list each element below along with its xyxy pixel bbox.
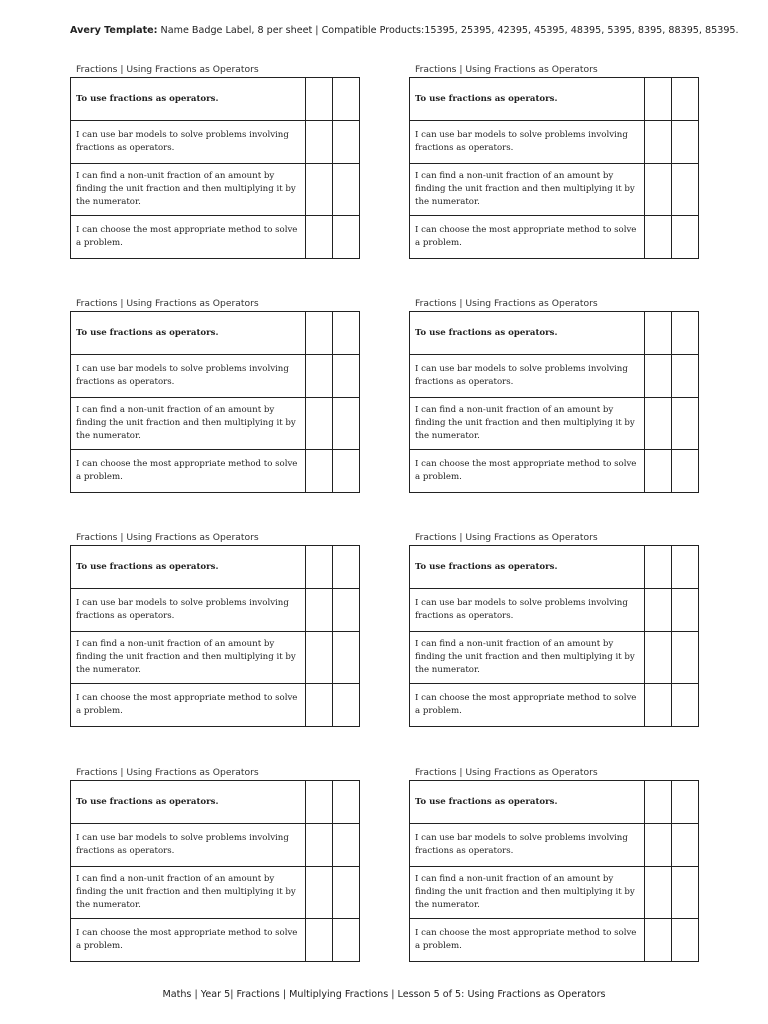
success-criteria-row [410, 589, 699, 632]
objectives-table [409, 311, 699, 493]
name-badge-label [70, 64, 360, 264]
tick-box[interactable] [306, 589, 333, 632]
tick-box[interactable] [333, 867, 360, 919]
label-title: Fractions | Using Fractions as Operators [415, 532, 598, 543]
tick-box[interactable] [306, 824, 333, 867]
tick-box[interactable] [306, 164, 333, 216]
tick-box[interactable] [645, 824, 672, 867]
success-criteria-row [410, 867, 699, 919]
label-title: Fractions | Using Fractions as Operators [415, 64, 598, 75]
tick-box[interactable] [672, 450, 699, 493]
criteria-text: I can choose the most appropriate method to solve a problem. [71, 216, 306, 259]
success-criteria-row [71, 632, 360, 684]
tick-box[interactable] [333, 312, 360, 355]
tick-box[interactable] [333, 684, 360, 727]
header-details: Name Badge Label, 8 per sheet | Compatible Products:15395, 25395, 42395, 45395, 48395, 5395, 8395, 88395, 85395. [157, 25, 739, 36]
label-title: Fractions | Using Fractions as Operators [76, 767, 259, 778]
tick-box[interactable] [333, 632, 360, 684]
tick-box[interactable] [672, 312, 699, 355]
tick-box[interactable] [306, 121, 333, 164]
criteria-text: I can find a non-unit fraction of an amount by finding the unit fraction and then multiplying it by the numerator. [410, 398, 645, 450]
objective-text: To use fractions as operators. [71, 781, 306, 824]
label-title: Fractions | Using Fractions as Operators [76, 298, 259, 309]
tick-box[interactable] [645, 450, 672, 493]
tick-box[interactable] [672, 398, 699, 450]
criteria-text: I can choose the most appropriate method to solve a problem. [71, 919, 306, 962]
tick-box[interactable] [672, 781, 699, 824]
success-criteria-row [71, 450, 360, 493]
success-criteria-row [410, 919, 699, 962]
tick-box[interactable] [672, 216, 699, 259]
criteria-text: I can find a non-unit fraction of an amount by finding the unit fraction and then multiplying it by the numerator. [71, 164, 306, 216]
objective-text: To use fractions as operators. [410, 546, 645, 589]
tick-box[interactable] [333, 589, 360, 632]
objective-text: To use fractions as operators. [410, 781, 645, 824]
criteria-text: I can use bar models to solve problems involving fractions as operators. [71, 121, 306, 164]
objectives-table [409, 77, 699, 259]
success-criteria-row [410, 398, 699, 450]
criteria-text: I can use bar models to solve problems involving fractions as operators. [71, 355, 306, 398]
tick-box[interactable] [645, 78, 672, 121]
criteria-text: I can choose the most appropriate method to solve a problem. [410, 684, 645, 727]
success-criteria-row [410, 632, 699, 684]
tick-box[interactable] [672, 546, 699, 589]
tick-box[interactable] [672, 867, 699, 919]
success-criteria-row [410, 684, 699, 727]
tick-box[interactable] [306, 632, 333, 684]
tick-box[interactable] [645, 589, 672, 632]
name-badge-label [409, 298, 699, 498]
tick-box[interactable] [333, 216, 360, 259]
success-criteria-row [71, 355, 360, 398]
success-criteria-row [71, 824, 360, 867]
name-badge-label [70, 532, 360, 732]
name-badge-label [409, 64, 699, 264]
criteria-text: I can use bar models to solve problems involving fractions as operators. [410, 121, 645, 164]
objectives-table [409, 780, 699, 962]
tick-box[interactable] [306, 312, 333, 355]
criteria-text: I can find a non-unit fraction of an amount by finding the unit fraction and then multiplying it by the numerator. [410, 164, 645, 216]
objective-row [410, 78, 699, 121]
tick-box[interactable] [645, 684, 672, 727]
criteria-text: I can find a non-unit fraction of an amount by finding the unit fraction and then multiplying it by the numerator. [410, 632, 645, 684]
tick-box[interactable] [306, 781, 333, 824]
tick-box[interactable] [306, 78, 333, 121]
success-criteria-row [410, 450, 699, 493]
tick-box[interactable] [645, 546, 672, 589]
criteria-text: I can find a non-unit fraction of an amount by finding the unit fraction and then multiplying it by the numerator. [410, 867, 645, 919]
label-title: Fractions | Using Fractions as Operators [76, 64, 259, 75]
criteria-text: I can find a non-unit fraction of an amount by finding the unit fraction and then multiplying it by the numerator. [71, 632, 306, 684]
tick-box[interactable] [645, 867, 672, 919]
objectives-table [70, 545, 360, 727]
criteria-text: I can use bar models to solve problems involving fractions as operators. [410, 824, 645, 867]
tick-box[interactable] [645, 312, 672, 355]
tick-box[interactable] [333, 919, 360, 962]
success-criteria-row [71, 398, 360, 450]
tick-box[interactable] [672, 632, 699, 684]
success-criteria-row [71, 684, 360, 727]
tick-box[interactable] [333, 781, 360, 824]
tick-box[interactable] [333, 824, 360, 867]
objectives-table [70, 311, 360, 493]
objective-row [71, 546, 360, 589]
criteria-text: I can use bar models to solve problems involving fractions as operators. [410, 355, 645, 398]
name-badge-label [409, 767, 699, 967]
success-criteria-row [71, 216, 360, 259]
avery-template-header [70, 25, 739, 36]
objectives-table [70, 77, 360, 259]
success-criteria-row [71, 164, 360, 216]
success-criteria-row [410, 355, 699, 398]
tick-box[interactable] [333, 450, 360, 493]
label-title: Fractions | Using Fractions as Operators [415, 298, 598, 309]
criteria-text: I can choose the most appropriate method to solve a problem. [71, 684, 306, 727]
tick-box[interactable] [306, 546, 333, 589]
tick-box[interactable] [645, 355, 672, 398]
criteria-text: I can choose the most appropriate method to solve a problem. [71, 450, 306, 493]
page-footer: Maths | Year 5| Fractions | Multiplying Fractions | Lesson 5 of 5: Using Fractions as Operators [162, 989, 606, 1000]
objective-row [71, 78, 360, 121]
objective-row [71, 312, 360, 355]
tick-box[interactable] [672, 355, 699, 398]
success-criteria-row [71, 919, 360, 962]
name-badge-label [409, 532, 699, 732]
tick-box[interactable] [306, 216, 333, 259]
tick-box[interactable] [306, 450, 333, 493]
tick-box[interactable] [645, 781, 672, 824]
tick-box[interactable] [333, 398, 360, 450]
tick-box[interactable] [306, 867, 333, 919]
criteria-text: I can choose the most appropriate method to solve a problem. [410, 216, 645, 259]
objective-text: To use fractions as operators. [410, 312, 645, 355]
label-title: Fractions | Using Fractions as Operators [76, 532, 259, 543]
tick-box[interactable] [333, 78, 360, 121]
tick-box[interactable] [333, 546, 360, 589]
tick-box[interactable] [306, 398, 333, 450]
tick-box[interactable] [672, 78, 699, 121]
criteria-text: I can choose the most appropriate method to solve a problem. [410, 919, 645, 962]
tick-box[interactable] [333, 164, 360, 216]
objective-text: To use fractions as operators. [71, 312, 306, 355]
tick-box[interactable] [672, 164, 699, 216]
success-criteria-row [410, 824, 699, 867]
tick-box[interactable] [645, 121, 672, 164]
objective-text: To use fractions as operators. [71, 546, 306, 589]
criteria-text: I can choose the most appropriate method to solve a problem. [410, 450, 645, 493]
objective-row [410, 312, 699, 355]
success-criteria-row [410, 164, 699, 216]
criteria-text: I can find a non-unit fraction of an amount by finding the unit fraction and then multiplying it by the numerator. [71, 867, 306, 919]
success-criteria-row [410, 216, 699, 259]
objective-row [71, 781, 360, 824]
tick-box[interactable] [306, 919, 333, 962]
objective-row [410, 546, 699, 589]
name-badge-label [70, 298, 360, 498]
name-badge-label [70, 767, 360, 967]
criteria-text: I can find a non-unit fraction of an amount by finding the unit fraction and then multiplying it by the numerator. [71, 398, 306, 450]
tick-box[interactable] [645, 632, 672, 684]
objectives-table [409, 545, 699, 727]
tick-box[interactable] [306, 684, 333, 727]
tick-box[interactable] [645, 398, 672, 450]
tick-box[interactable] [672, 589, 699, 632]
tick-box[interactable] [645, 164, 672, 216]
success-criteria-row [71, 867, 360, 919]
tick-box[interactable] [306, 355, 333, 398]
tick-box[interactable] [672, 121, 699, 164]
objective-text: To use fractions as operators. [410, 78, 645, 121]
success-criteria-row [410, 121, 699, 164]
objectives-table [70, 780, 360, 962]
label-title: Fractions | Using Fractions as Operators [415, 767, 598, 778]
tick-box[interactable] [672, 919, 699, 962]
tick-box[interactable] [645, 919, 672, 962]
criteria-text: I can use bar models to solve problems involving fractions as operators. [71, 824, 306, 867]
tick-box[interactable] [672, 684, 699, 727]
objective-text: To use fractions as operators. [71, 78, 306, 121]
tick-box[interactable] [645, 216, 672, 259]
criteria-text: I can use bar models to solve problems involving fractions as operators. [410, 589, 645, 632]
tick-box[interactable] [672, 824, 699, 867]
criteria-text: I can use bar models to solve problems involving fractions as operators. [71, 589, 306, 632]
header-label: Avery Template: [70, 25, 158, 36]
success-criteria-row [71, 121, 360, 164]
objective-row [410, 781, 699, 824]
tick-box[interactable] [333, 355, 360, 398]
success-criteria-row [71, 589, 360, 632]
tick-box[interactable] [333, 121, 360, 164]
